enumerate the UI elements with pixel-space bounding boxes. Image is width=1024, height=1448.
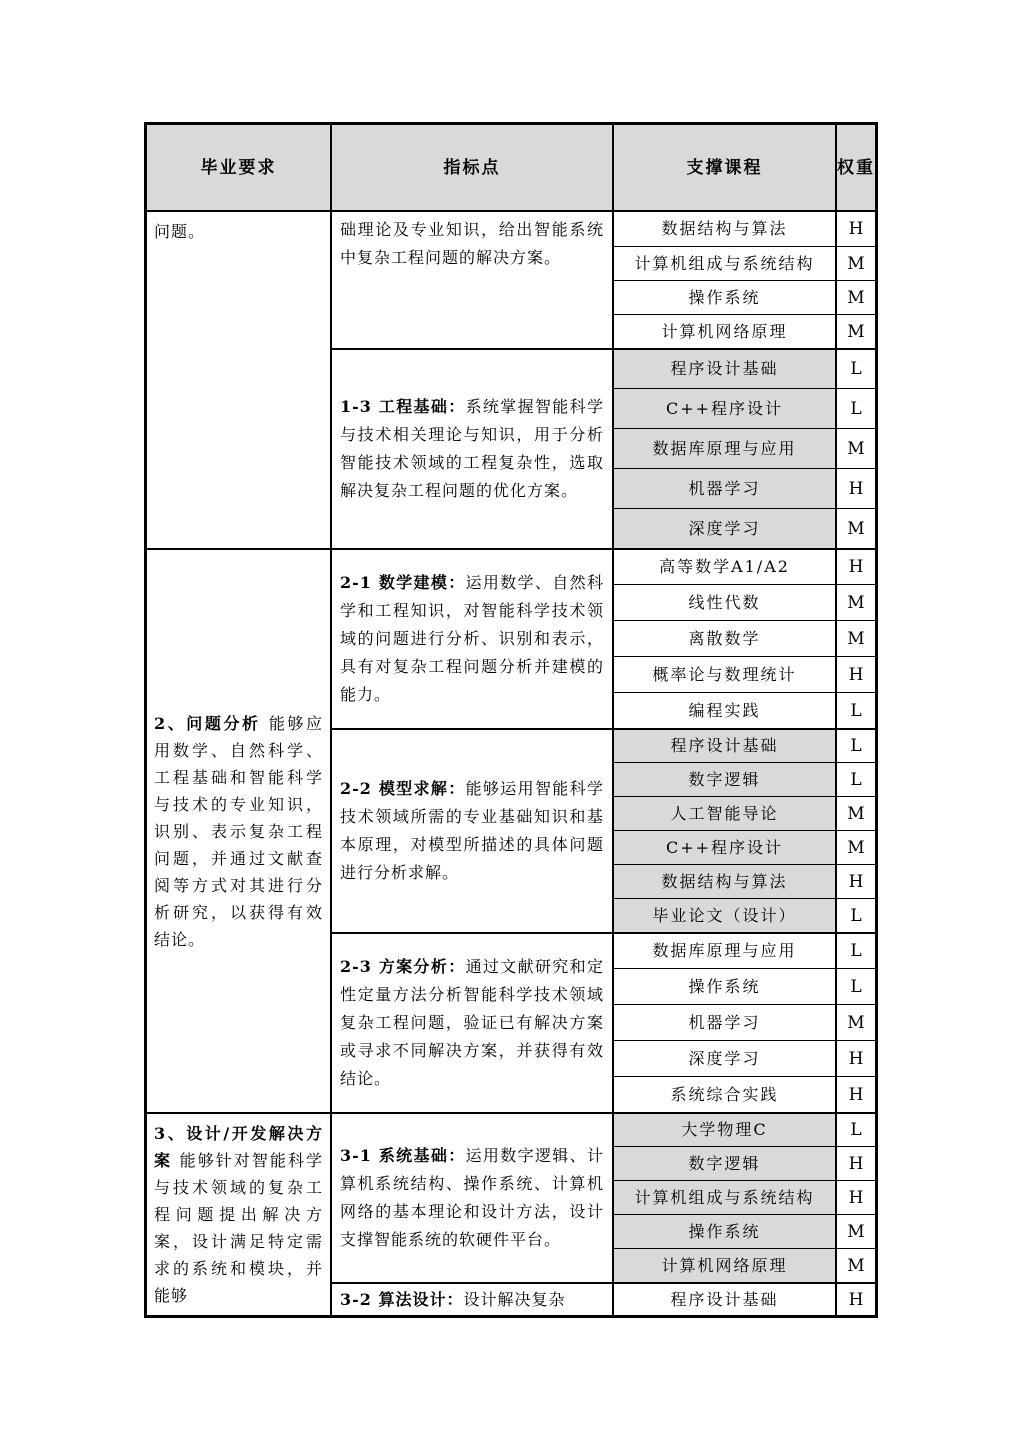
weight-cell: M (837, 1214, 875, 1248)
weight-cell: H (837, 656, 875, 692)
course-cell: 程序设计基础 (614, 348, 837, 388)
course-cell: 线性代数 (614, 584, 837, 620)
course-cell: 程序设计基础 (614, 1282, 837, 1315)
weight-cell: L (837, 728, 875, 762)
course-cell: 高等数学A1/A2 (614, 548, 837, 584)
course-cell: 离散数学 (614, 620, 837, 656)
header-supporting-courses: 支撑课程 (614, 125, 837, 212)
requirement-cell-2-problem-analysis: 2、问题分析 能够应用数学、自然科学、工程基础和智能科学与技术的专业知识，识别、表示复杂工程问题，并通过文献查阅等方式对其进行分析研究，以获得有效结论。 (147, 548, 332, 1112)
weight-cell: L (837, 968, 875, 1004)
course-cell: 编程实践 (614, 692, 837, 728)
weight-cell: L (837, 762, 875, 796)
header-graduation-requirements: 毕业要求 (147, 125, 332, 212)
weight-cell: H (837, 864, 875, 898)
weight-cell: L (837, 898, 875, 932)
weight-cell: M (837, 314, 875, 348)
weight-cell: H (837, 1180, 875, 1214)
course-cell: 深度学习 (614, 1040, 837, 1076)
course-cell: 概率论与数理统计 (614, 656, 837, 692)
weight-cell: L (837, 932, 875, 968)
weight-cell: H (837, 1146, 875, 1180)
weight-cell: M (837, 246, 875, 280)
weight-cell: L (837, 1112, 875, 1146)
indicator-cell-1-3-engineering-foundation: 1-3 工程基础：系统掌握智能科学与技术相关理论与知识，用于分析智能技术领域的工程复杂性，选取解决复杂工程问题的优化方案。 (332, 348, 614, 548)
weight-cell: H (837, 468, 875, 508)
course-cell: 操作系统 (614, 280, 837, 314)
indicator-cell-2-2-model-solving: 2-2 模型求解：能够运用智能科学技术领域所需的专业基础知识和基本原理，对模型所描述的具体问题进行分析求解。 (332, 728, 614, 932)
weight-cell: H (837, 1282, 875, 1315)
course-cell: 程序设计基础 (614, 728, 837, 762)
weight-cell: M (837, 830, 875, 864)
course-cell: 操作系统 (614, 968, 837, 1004)
course-cell: 操作系统 (614, 1214, 837, 1248)
header-weight: 权重 (837, 125, 875, 212)
course-cell: 计算机网络原理 (614, 1248, 837, 1282)
weight-cell: M (837, 280, 875, 314)
weight-cell: L (837, 692, 875, 728)
course-cell: 计算机组成与系统结构 (614, 1180, 837, 1214)
indicator-cell-2-1-math-modeling: 2-1 数学建模：运用数学、自然科学和工程知识，对智能科学技术领域的问题进行分析、识别和表示，具有对复杂工程问题分析并建模的能力。 (332, 548, 614, 728)
course-cell: 机器学习 (614, 1004, 837, 1040)
weight-cell: H (837, 1040, 875, 1076)
weight-cell: M (837, 428, 875, 468)
weight-cell: M (837, 796, 875, 830)
course-cell: 毕业论文（设计） (614, 898, 837, 932)
course-cell: 人工智能导论 (614, 796, 837, 830)
course-cell: 数据库原理与应用 (614, 428, 837, 468)
course-cell: C++程序设计 (614, 830, 837, 864)
requirement-cell-1-continued: 问题。 (147, 212, 332, 548)
weight-cell: M (837, 508, 875, 548)
course-cell: 计算机网络原理 (614, 314, 837, 348)
course-cell: 机器学习 (614, 468, 837, 508)
course-cell: 深度学习 (614, 508, 837, 548)
indicator-cell-1-2-continued: 础理论及专业知识，给出智能系统中复杂工程问题的解决方案。 (332, 212, 614, 348)
indicator-cell-3-2-algorithm-design: 3-2 算法设计：设计解决复杂 (332, 1282, 614, 1315)
course-cell: 数字逻辑 (614, 1146, 837, 1180)
course-cell: 大学物理C (614, 1112, 837, 1146)
weight-cell: H (837, 548, 875, 584)
weight-cell: M (837, 1248, 875, 1282)
course-cell: 数据库原理与应用 (614, 932, 837, 968)
weight-cell: M (837, 620, 875, 656)
course-cell: 系统综合实践 (614, 1076, 837, 1112)
course-cell: 数据结构与算法 (614, 864, 837, 898)
course-cell: C++程序设计 (614, 388, 837, 428)
weight-cell: M (837, 1004, 875, 1040)
curriculum-matrix-table (144, 122, 878, 1318)
header-indicator-points: 指标点 (332, 125, 614, 212)
weight-cell: L (837, 388, 875, 428)
requirement-cell-3-design-solutions: 3、设计/开发解决方案 能够针对智能科学与技术领域的复杂工程问题提出解决方案，设计满足特定需求的系统和模块，并能够 (147, 1112, 332, 1315)
course-cell: 计算机组成与系统结构 (614, 246, 837, 280)
weight-cell: H (848, 219, 864, 239)
indicator-cell-3-1-system-foundation: 3-1 系统基础：运用数字逻辑、计算机系统结构、操作系统、计算机网络的基本理论和设计方法，设计支撑智能系统的软硬件平台。 (332, 1112, 614, 1282)
indicator-cell-2-3-solution-analysis: 2-3 方案分析：通过文献研究和定性定量方法分析智能科学技术领域复杂工程问题，验证已有解决方案或寻求不同解决方案，并获得有效结论。 (332, 932, 614, 1112)
weight-cell: L (837, 348, 875, 388)
course-cell: 数据结构与算法 (614, 212, 837, 246)
weight-cell: M (837, 584, 875, 620)
weight-cell: H (837, 1076, 875, 1112)
course-cell: 数字逻辑 (614, 762, 837, 796)
